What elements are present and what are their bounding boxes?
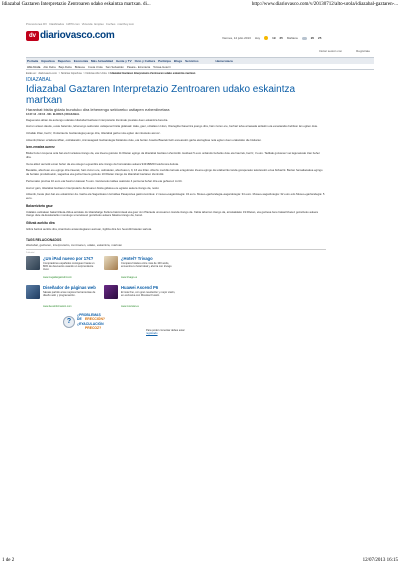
print-timestamp: 12/07/2013 16:15 — [362, 558, 398, 563]
article-paragraph: Bisita horien txupena onla bat eta bi artekoa izango da, eta irteera goizeko 11:00etan egingo da Idiazabal Gaztaren Zentroitik. Helduek 5 euro ordaindu beharko dute eta haurrek, berriz, 3 euro. Tadikak gutxienez sei lagunekoak izan beher dira. — [26, 151, 320, 160]
tomorrow-min: 20 — [310, 36, 315, 40]
brand-row — [26, 29, 374, 45]
main-nav — [26, 57, 374, 64]
sub-nav-item[interactable]: Alto Urola — [27, 64, 41, 69]
sub-nav-item[interactable]: Tolosa-Goierri — [153, 64, 171, 69]
date-weather — [222, 36, 321, 40]
ad-url[interactable]: www.deusinformacion.com — [43, 304, 72, 308]
section-tag[interactable]: IDIAZABAL — [26, 77, 52, 83]
hotel-image — [104, 256, 118, 270]
question-icon: ? — [63, 316, 75, 328]
utility-link[interactable]: miarrhoy.com — [117, 22, 135, 26]
today-date: Viernes, 12 julio 2013 — [222, 36, 251, 40]
sun-icon — [264, 36, 268, 40]
utility-link[interactable]: 11870.com — [66, 22, 80, 26]
sub-nav-item[interactable]: Costa Urola — [87, 64, 103, 69]
breadcrumb-current: > Idiazabal Gaztaren Interpretazio Zentroaren udako eskaintza martxan — [108, 72, 196, 75]
ads-block — [26, 251, 186, 335]
breadcrumb-link[interactable]: diariovasco.com — [38, 72, 58, 75]
article-subhead: Giltzak aurkitu dira — [26, 221, 55, 226]
main-nav-item[interactable]: Portada — [27, 59, 39, 63]
sub-nav — [26, 64, 374, 70]
register-link[interactable]: Regístrate — [356, 49, 370, 53]
today-label: Hoy — [254, 36, 261, 40]
main-nav-item[interactable]: Economía — [73, 59, 89, 63]
login-link[interactable]: Iniciar sesión con — [318, 49, 343, 53]
article-paragraph: Pertsonako prezioa 10 euro eta haurren kasuan 5 euro. Gutxieneko taldea osatzeko 4 pertsona behar dira eta gehienez zortzi. — [26, 178, 183, 183]
print-page-count: 1 de 2 — [2, 558, 15, 563]
print-header — [0, 0, 400, 10]
ad-description: El más fino, con gran resolución y mejor visión, en exclusiva con Movistar Fusión. — [121, 290, 176, 297]
ad-ipad[interactable] — [26, 256, 100, 284]
article-paragraph: Giltza batzuk aurkitu dira, Arantzazu ansiendegiaren aurrean, ttgiltza dira Aro heunditi batetan sartuta. — [26, 227, 152, 232]
main-nav-item[interactable]: Deportes — [57, 59, 71, 63]
print-footer — [0, 556, 400, 566]
article-paragraph: Bestalde, abuztuan ere egingo dira irteerak, hain zuzen ere, ostiraletan, abuztuaren, 9, 16 eta 23an. Abuztu meridko larreak ezagutzeko irteera egingo da udaberriko landa gorapeneko tekolerekin ezoa bizkarrik. Bertan hamaiketakoa egingo da bertako produktuekin, sagardoa eta gazta.Irteera goizeko 10:00etan izango da Idiazabal Gaztaren Zentroitik. — [26, 168, 323, 177]
main-nav-item[interactable]: Gipuzkoa — [41, 59, 55, 63]
tags-title: TAGS RELACIONADOS — [26, 237, 62, 242]
logo-badge: dv — [26, 31, 39, 41]
logo-text: diariovasco.com — [40, 30, 115, 41]
account-row — [26, 49, 374, 55]
ad-description: Compara hoteles entre más de 100 webs, encuentra tu hotel ideal y ahorra con trivago — [121, 261, 172, 268]
article-paragraph: Horren artean daude, euste batersko, lehenengo sektoreko ustiapenei bisita gidatuak: Hala, gaur, uztailaren 12an, Otazegibel baserrira joango dira, hain zuzen ere, berhari telva arnasada ardiekin eta esnetaraiko behikon lan egiten dute. — [26, 124, 318, 129]
ad-url[interactable]: www.trivago.es — [121, 275, 138, 279]
main-nav-item[interactable]: Más Actualidad — [91, 59, 113, 63]
related-tags — [26, 238, 326, 250]
article-paragraph: Azkenik, beste plan bat ere eskaintzen da. Gazta eta Sagardoaren lurraldea Pasaportea gastronomikoa: 2 museo+sagardotegia: 34 euro. Museo+gaztandegia+sagardotegia: 34 euro. Museo+sagardotegia: 32 euro edo Museo+gaztandegia: 5 euro. — [26, 192, 325, 200]
main-nav-item[interactable]: Ocio y Cultura — [134, 59, 156, 63]
ad-help[interactable] — [63, 312, 105, 334]
article-subhead: Bakarrizketa gaur — [26, 203, 53, 208]
main-nav-item[interactable]: Blogs — [173, 59, 183, 63]
today-max: 25 — [279, 36, 283, 40]
article-paragraph: Uztailak 19an, berriz, Ondarraurtu Gaztandegia joango dira, Idiazabal gazta nola egiten den ikusteko asmoz. — [26, 130, 161, 135]
ad-title[interactable]: Diseñador de páginas web — [43, 284, 96, 290]
sub-nav-item[interactable]: San Sebastián — [105, 64, 124, 69]
comment-note — [146, 329, 186, 335]
utility-link[interactable]: Clasificados — [49, 22, 65, 26]
help-line: ¿EYACULACIÓN — [77, 321, 104, 326]
register-comment-link[interactable]: registrado — [146, 331, 158, 335]
help-line: ¿PROBLEMAS DE — [77, 312, 101, 321]
cloud-icon — [302, 37, 307, 40]
ad-title[interactable]: Huawei Ascend P6 — [121, 284, 159, 290]
main-nav-item[interactable]: Participa — [158, 59, 171, 63]
ads-label: Publicidad — [26, 251, 35, 254]
breadcrumb-link[interactable]: > Noticias Gipuzkoa — [58, 72, 82, 75]
phone-image — [104, 285, 118, 299]
article-paragraph: Udalako ostiralean bakarrizketa-zikloa antolatu du Idiazabalgo Kultura batzordeak eta gaur Jon Plazaola umorearren txanda izango da. Xabia taberran izango da, arratsaldeko 19:00etan, eta gaztesa bere bakarrizketez gozatzeko aukera izango dute da.Euskarazko monologo umoretsuaz gozatzeko aukera bikaina izango da, beraz. — [26, 209, 318, 218]
sub-nav-item[interactable]: Alto Deba — [43, 64, 56, 69]
article-paragraph: Horrez gain, Idiazabal Gaztaren Interpretazio Zentroaren bisita gidatua ere egiteko aukera izango da, noski. — [26, 185, 160, 190]
tablet-image — [26, 256, 40, 270]
today-min: 19 — [272, 36, 276, 40]
web-design-image — [26, 285, 40, 299]
article-headline: Idiazabal Gaztaren Interpretazio Zentroaren udako eskaintza martxan — [26, 83, 296, 106]
tags-list[interactable]: idiazabal, gaztaren, interpretazio, zentroaren, udako, eskaintza, martxan — [26, 243, 326, 250]
article-paragraph: Dagoeneko abian da aurtengo udarako Idiazabal Gaztaren Interpretazio Zentroak prestatu duen eskaintza berezia. — [26, 117, 169, 122]
tomorrow-max: 25 — [318, 36, 322, 40]
ad-url[interactable]: www.movistar.es — [121, 304, 139, 308]
utility-link[interactable]: Coches — [105, 22, 116, 26]
ad-web-design[interactable] — [26, 285, 100, 313]
ad-url[interactable]: www.megabargains24.com — [43, 275, 72, 279]
help-sub: PRECOZ? — [85, 326, 102, 331]
article-subhead: Izen-ematea aurrez — [26, 145, 55, 150]
breadcrumb — [26, 72, 374, 75]
print-header-title: Idiazabal Gaztaren Interpretazio Zentroaren udako eskaintza martxan. di... — [2, 2, 151, 7]
ad-trivago[interactable] — [104, 256, 178, 284]
sub-nav-item[interactable]: Bajo Deba — [58, 64, 72, 69]
site-logo[interactable] — [26, 29, 114, 42]
tomorrow-label: Mañana — [286, 36, 298, 40]
main-nav-item[interactable]: Servicios — [185, 59, 199, 63]
utility-link[interactable]: Empleo — [94, 22, 104, 26]
main-nav-item[interactable]: Gente y TV — [115, 59, 132, 63]
ad-huawei[interactable] — [104, 285, 178, 313]
article-lead: Haranbat bisita gidatu burutuko dira lehenengo sektoreko ustiapen ezberdinetara — [26, 106, 170, 112]
ad-title[interactable]: ¿Un iPad nuevo por 17€? — [43, 255, 94, 261]
article-page — [26, 22, 374, 542]
ad-title[interactable]: ¿Hotel? Trivago — [121, 255, 153, 261]
main-nav-hemeroteca[interactable]: Hemeroteca — [215, 59, 233, 63]
utility-links — [26, 22, 374, 28]
breadcrumb-link[interactable]: > Noticias Alto Urola — [83, 72, 107, 75]
sub-nav-item[interactable]: Bidasoa — [74, 64, 85, 69]
sub-nav-item[interactable]: Pasaia - Errenteria — [126, 64, 151, 69]
ad-description: Compradores españoles consiguen hasta un 80% de descuento usando un sorprendente truco — [43, 261, 95, 271]
utility-link[interactable]: Promociones DV — [26, 22, 47, 26]
print-header-url: http://www.diariovasco.com/v/20130712/alto-urola/idiazabal-gaztaren-... — [251, 2, 398, 7]
help-sub: ERECCIÓN? — [85, 317, 105, 322]
breadcrumb-label: Estás en: — [26, 72, 37, 75]
ad-description: Sácate partido a las mejores herramientas de diseño web y programación. — [43, 290, 96, 297]
utility-link[interactable]: Vivienda — [81, 22, 93, 26]
article-byline: 12.07.13 - 00:16 - MC. ELORZA | IDIAZABAL — [26, 112, 80, 116]
article-paragraph: Izena aldez aurretik eman beher da eta ostegun eguerdira arte izango da horretarako aukera 943188203 telefonora deituta. — [26, 161, 179, 166]
article-paragraph: Azkenik,hilaren uztailaren26an, ostiralarekin, Anmasagasti Gaztandegia bisitatuko dute, eta bertan Joseba Biaotek behi esnearekin gazta ekologikoa nola egiten duen erakutsiko die bisitariei. — [26, 137, 262, 142]
comment-note-text: Para poder comentar debes estar — [146, 328, 185, 332]
